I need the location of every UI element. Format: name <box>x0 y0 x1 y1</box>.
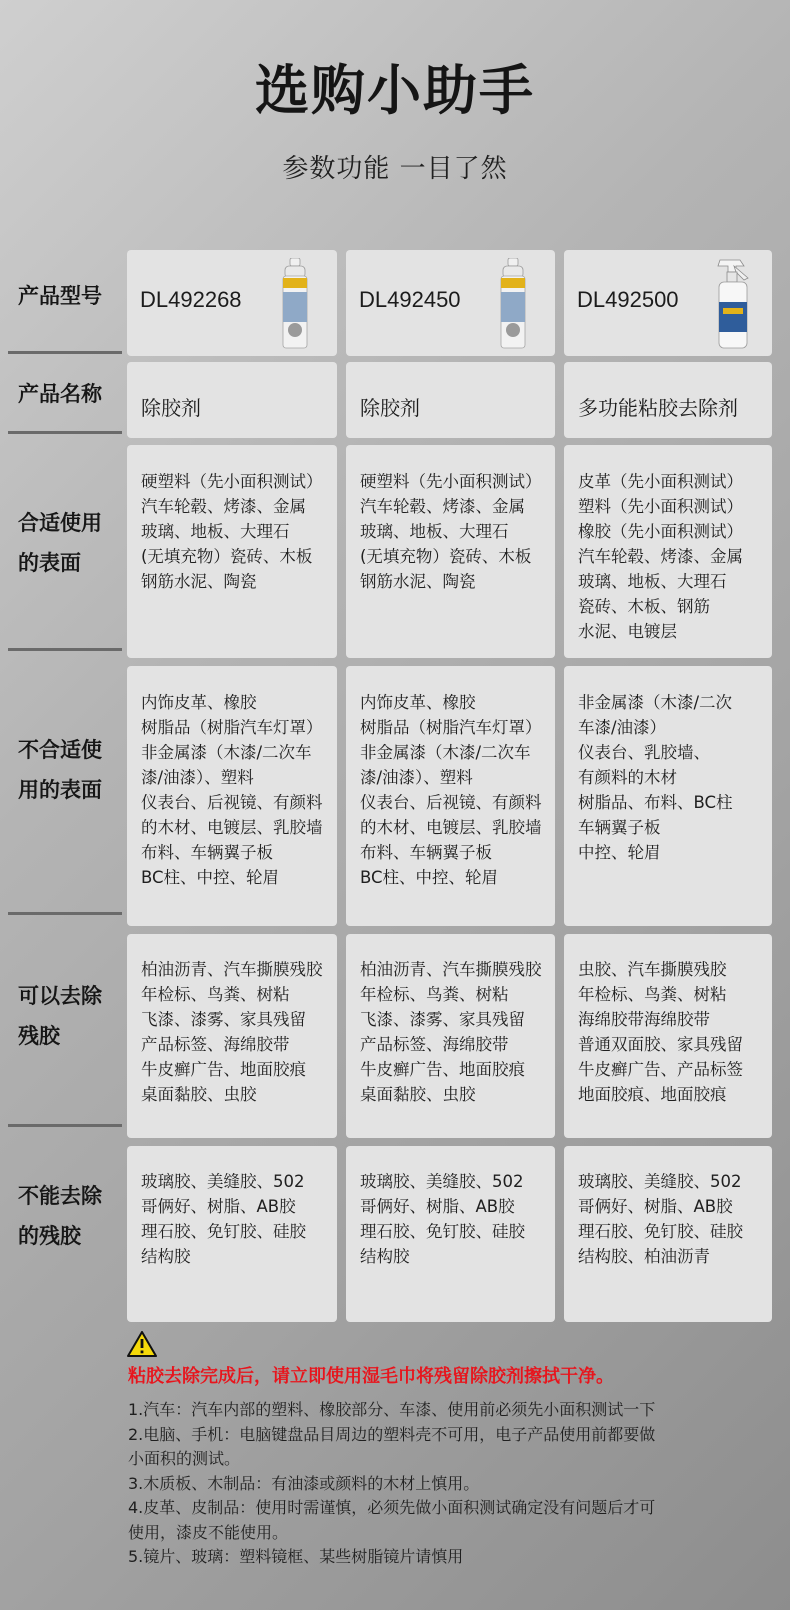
note-line: 4.皮革、皮制品：使用时需谨慎，必须先做小面积测试确定没有问题后才可 <box>128 1498 656 1517</box>
name-cell <box>127 362 337 438</box>
note-line: 3.木质板、木制品：有油漆或颜料的木材上慎用。 <box>128 1473 480 1493</box>
suitable-list: 硬塑料（先小面积测试） 汽车轮毂、烤漆、金属 玻璃、地板、大理石 (无填充物）瓷砖、木板 钢筋水泥、陶瓷 <box>141 472 323 591</box>
unsuitable-cell <box>564 666 772 926</box>
row-label-nonremovable: 不能去除 的残胶 <box>18 1184 102 1248</box>
product-name: 除胶剂 <box>360 396 420 420</box>
model-cell <box>346 250 555 356</box>
note-line: 使用，漆皮不能使用。 <box>128 1522 289 1542</box>
row-label-unsuitable: 不合适使 用的表面 <box>18 738 102 802</box>
removable-list: 柏油沥青、汽车撕膜残胶 年检标、鸟粪、树粘 飞漆、漆雾、家具残留 产品标签、海绵胶带 牛皮癣广告、地面胶痕 桌面黏胶、虫胶 <box>141 960 323 1104</box>
row-label-name: 产品名称 <box>18 382 102 406</box>
removable-list: 柏油沥青、汽车撕膜残胶 年检标、鸟粪、树粘 飞漆、漆雾、家具残留 产品标签、海绵胶带 牛皮癣广告、地面胶痕 桌面黏胶、虫胶 <box>360 960 542 1104</box>
unsuitable-cell <box>127 666 337 926</box>
nonremovable-list: 玻璃胶、美缝胶、502 哥俩好、树脂、AB胶 理石胶、免钉胶、硅胶 结构胶 <box>360 1172 525 1266</box>
spray-can-icon <box>499 258 527 350</box>
suitable-cell <box>564 445 772 658</box>
note-line: 5.镜片、玻璃：塑料镜框、某些树脂镜片请慎用 <box>128 1547 464 1566</box>
nonremovable-cell <box>564 1146 772 1322</box>
removable-cell <box>346 934 555 1138</box>
warning-triangle-icon <box>127 1331 157 1357</box>
warning-text: 粘胶去除完成后，请立即使用湿毛巾将残留除胶剂擦拭干净。 <box>128 1366 614 1387</box>
product-name: 多功能粘胶去除剂 <box>578 396 738 420</box>
model-cell <box>564 250 772 356</box>
spray-can-icon <box>281 258 309 350</box>
removable-list: 虫胶、汽车撕膜残胶 年检标、鸟粪、树粘 海绵胶带海绵胶带 普通双面胶、家具残留 牛皮癣广告、产品标签 地面胶痕、地面胶痕 <box>578 960 743 1104</box>
suitable-cell <box>346 445 555 658</box>
model-cell <box>127 250 337 356</box>
name-cell <box>346 362 555 438</box>
suitable-list: 硬塑料（先小面积测试） 汽车轮毂、烤漆、金属 玻璃、地板、大理石 (无填充物）瓷砖、木板 钢筋水泥、陶瓷 <box>360 472 542 591</box>
nonremovable-list: 玻璃胶、美缝胶、502 哥俩好、树脂、AB胶 理石胶、免钉胶、硅胶 结构胶、柏油沥青 <box>578 1172 743 1266</box>
model-number: DL492500 <box>577 287 679 312</box>
nonremovable-cell <box>346 1146 555 1322</box>
page-subtitle: 参数功能 一目了然 <box>282 154 508 184</box>
model-number: DL492450 <box>359 287 461 312</box>
product-name: 除胶剂 <box>141 396 201 420</box>
model-number: DL492268 <box>140 287 242 312</box>
row-label-suitable: 合适使用 的表面 <box>18 511 102 575</box>
row-divider <box>8 351 122 354</box>
suitable-cell <box>127 445 337 658</box>
suitable-list: 皮革（先小面积测试） 塑料（先小面积测试） 橡胶（先小面积测试） 汽车轮毂、烤漆、金属 玻璃、地板、大理石 瓷砖、木板、钢筋 水泥、电镀层 <box>578 472 743 641</box>
note-line: 小面积的测试。 <box>128 1449 241 1468</box>
trigger-spray-bottle-icon <box>714 258 752 350</box>
note-line: 1.汽车：汽车内部的塑料、橡胶部分、车漆、使用前必须先小面积测试一下 <box>128 1400 656 1419</box>
name-cell <box>564 362 772 438</box>
usage-notes <box>128 1398 728 1570</box>
row-label-model: 产品型号 <box>18 284 102 308</box>
unsuitable-cell <box>346 666 555 926</box>
unsuitable-list: 内饰皮革、橡胶 树脂品（树脂汽车灯罩） 非金属漆（木漆/二次车 漆/油漆）、塑料 仪表台、后视镜、有颜料 的木材、电镀层、乳胶墙 布料、车辆翼子板 BC柱、中控、轮眉 <box>141 693 323 887</box>
row-divider <box>8 431 122 434</box>
row-divider <box>8 1124 122 1127</box>
nonremovable-list: 玻璃胶、美缝胶、502 哥俩好、树脂、AB胶 理石胶、免钉胶、硅胶 结构胶 <box>141 1172 306 1266</box>
removable-cell <box>127 934 337 1138</box>
row-divider <box>8 648 122 651</box>
row-label-removable: 可以去除 残胶 <box>18 984 102 1048</box>
page-title: 选购小助手 <box>255 59 535 122</box>
note-line: 2.电脑、手机：电脑键盘品目周边的塑料壳不可用，电子产品使用前都要做 <box>128 1424 656 1444</box>
nonremovable-cell <box>127 1146 337 1322</box>
removable-cell <box>564 934 772 1138</box>
row-divider <box>8 912 122 915</box>
unsuitable-list: 非金属漆（木漆/二次 车漆/油漆） 仪表台、乳胶墙、 有颜料的木材 树脂品、布料、BC柱 车辆翼子板 中控、轮眉 <box>578 693 733 862</box>
unsuitable-list: 内饰皮革、橡胶 树脂品（树脂汽车灯罩） 非金属漆（木漆/二次车 漆/油漆）、塑料 仪表台、后视镜、有颜料 的木材、电镀层、乳胶墙 布料、车辆翼子板 BC柱、中控、轮眉 <box>360 693 542 887</box>
